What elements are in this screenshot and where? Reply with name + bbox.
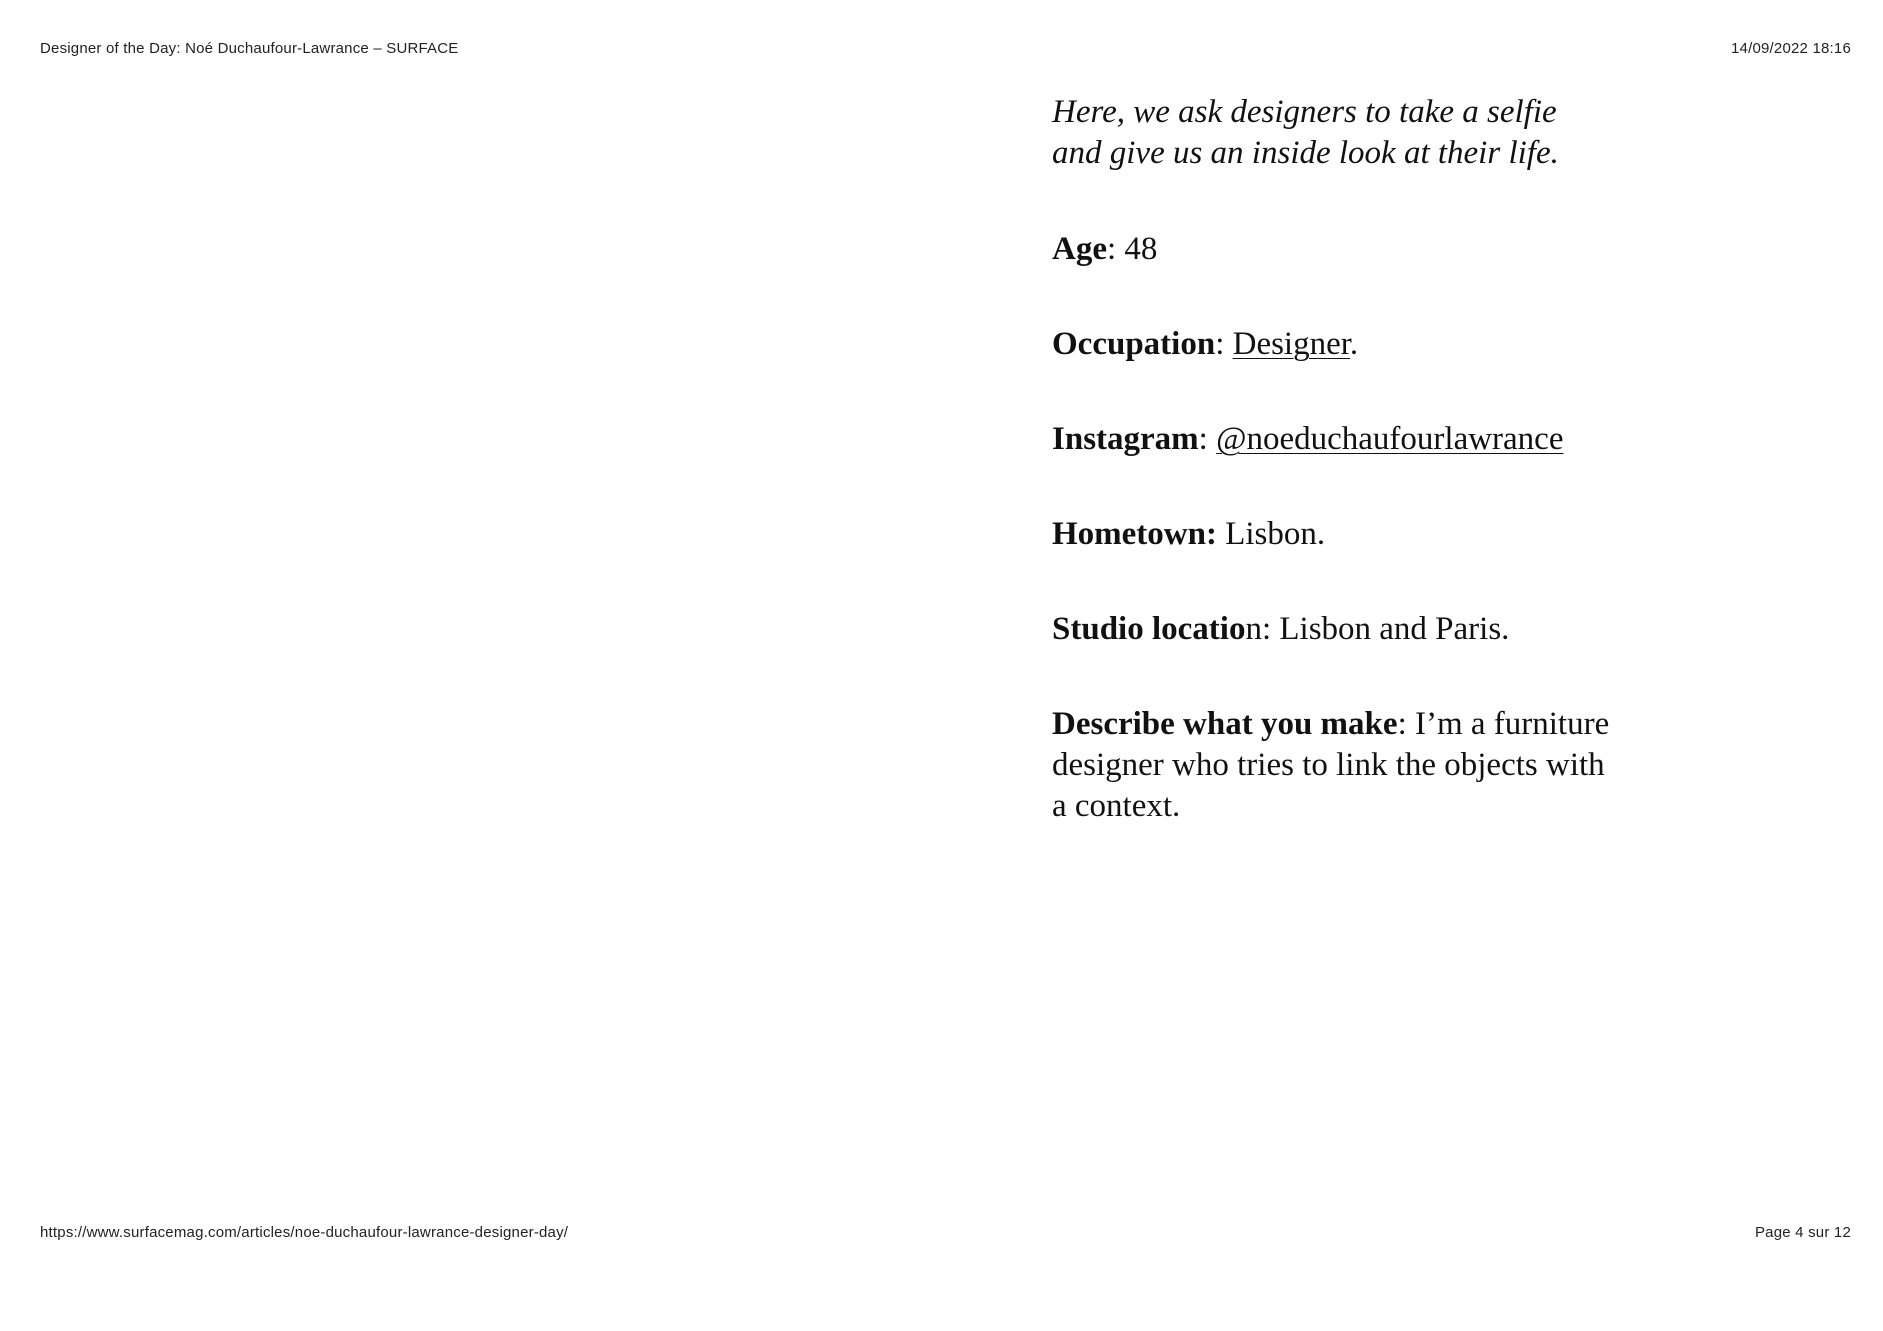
print-datetime: 14/09/2022 18:16 <box>1731 40 1851 57</box>
age-value: 48 <box>1124 231 1158 267</box>
hometown-field <box>1052 514 1612 555</box>
studio-location-label: Studio locatio <box>1052 611 1246 647</box>
studio-location-value: n: Lisbon and Paris. <box>1245 611 1510 647</box>
occupation-label: Occupation <box>1052 326 1216 362</box>
occupation-field: Occupation: Designer. <box>1052 326 1359 362</box>
describe-value: I’m a furniture designer who tries to link the objects with a context. <box>1052 706 1610 824</box>
page-title: Designer of the Day: Noé Duchaufour-Lawrance – SURFACE <box>40 40 459 57</box>
studio-location-field <box>1052 609 1612 650</box>
print-header <box>40 40 1851 57</box>
page-total: 12 <box>1833 1224 1851 1241</box>
page-url: https://www.surfacemag.com/articles/noe-duchaufour-lawrance-designer-day/ <box>40 1224 569 1241</box>
print-footer <box>40 1224 1851 1241</box>
describe-field: Describe what you make: I’m a furniture designer who tries to link the objects with a context. <box>1052 706 1610 824</box>
hometown-label: Hometown: <box>1052 516 1217 552</box>
describe-label: Describe what you make <box>1052 706 1398 742</box>
page-number: Page 4 sur 12 <box>1754 1224 1851 1241</box>
hometown-value: Lisbon. <box>1225 516 1326 552</box>
intro-text: Here, we ask designers to take a selfie and give us an inside look at their life. <box>1052 94 1559 171</box>
instagram-label: Instagram <box>1052 421 1199 457</box>
age-label: Age <box>1052 231 1107 267</box>
article-body <box>1052 92 1612 881</box>
age-field: Age: 48 <box>1052 231 1158 267</box>
page-current: 4 <box>1795 1224 1804 1241</box>
occupation-link[interactable]: Designer <box>1232 326 1350 362</box>
instagram-field: Instagram: @noeduchaufourlawrance <box>1052 421 1564 457</box>
instagram-link[interactable]: @noeduchaufourlawrance <box>1216 421 1564 457</box>
